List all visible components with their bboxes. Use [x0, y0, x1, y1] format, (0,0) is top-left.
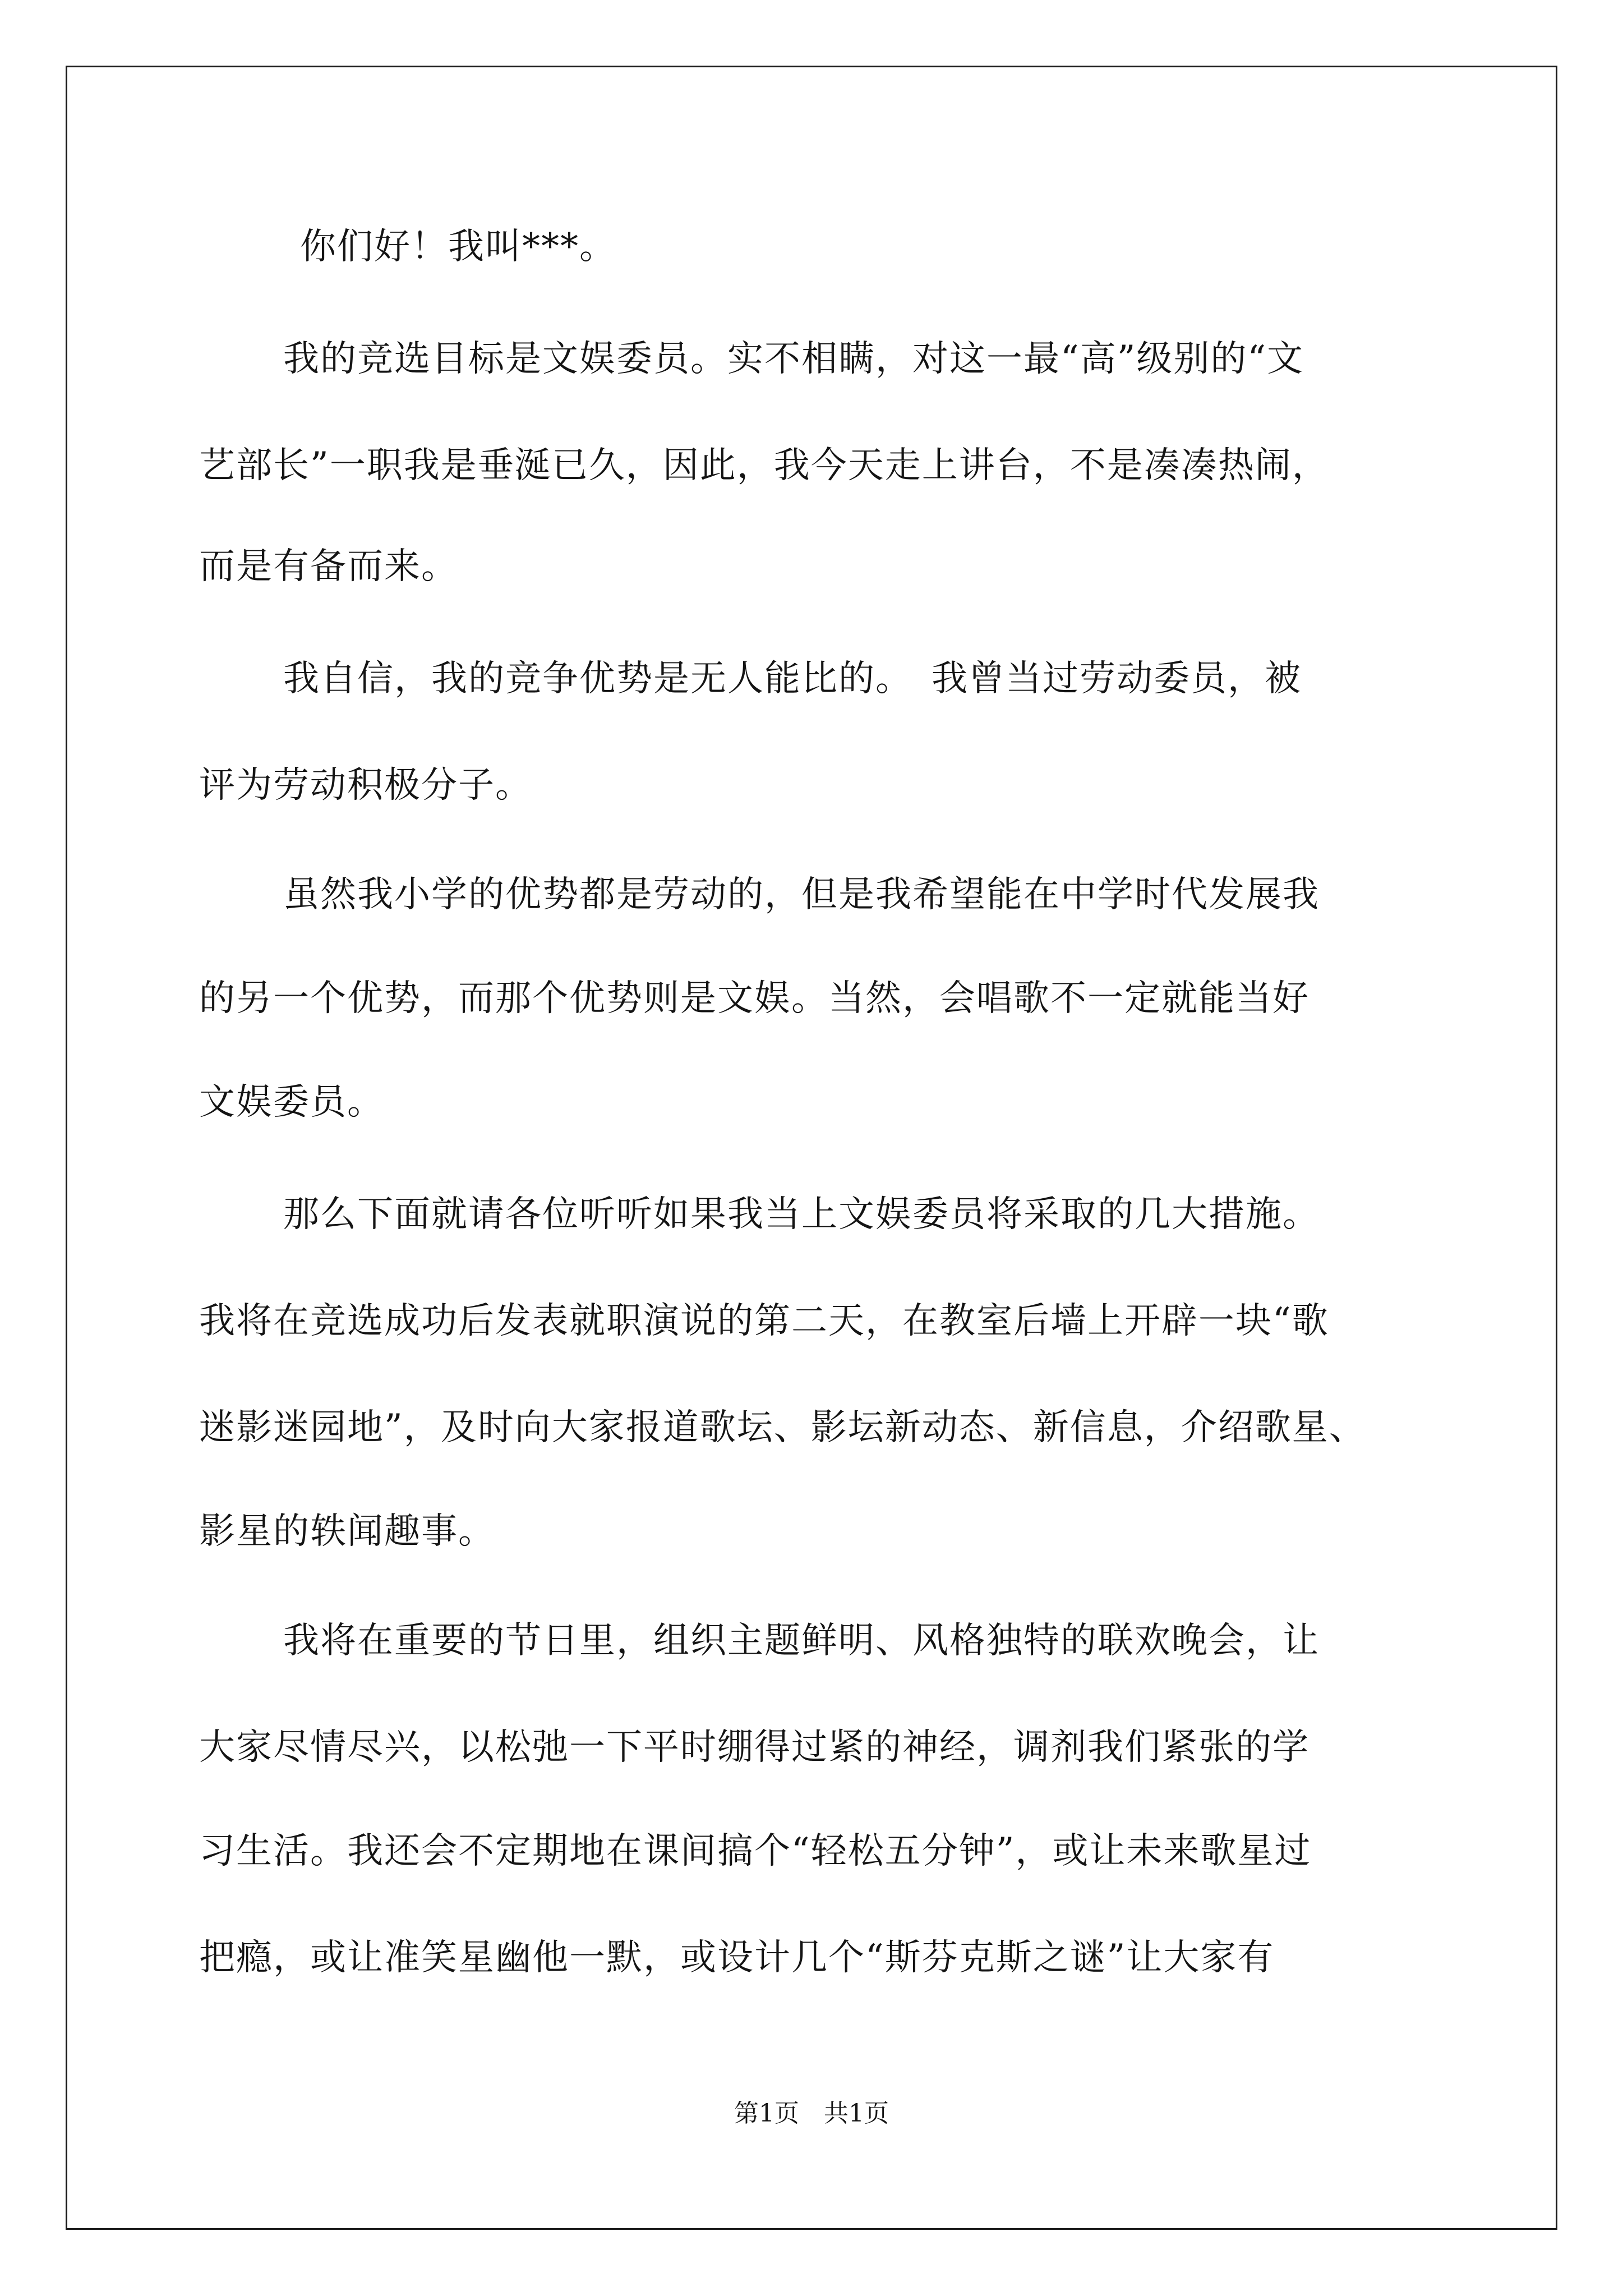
paragraph-line: 迷影迷园地”，及时向大家报道歌坛、影坛新动态、新信息，介绍歌星、 — [199, 1407, 1366, 1448]
page-number-footer: 第1页 共1页 — [734, 2099, 889, 2128]
paragraph-line: 评为劳动积极分子。 — [199, 765, 532, 806]
paragraph-line: 我将在重要的节日里，组织主题鲜明、风格独特的联欢晚会，让 — [283, 1620, 1320, 1662]
paragraph-line: 虽然我小学的优势都是劳动的，但是我希望能在中学时代发展我 — [283, 874, 1320, 915]
paragraph-line: 艺部长”一职我是垂涎已久，因此，我今天走上讲台，不是凑凑热闹， — [199, 445, 1329, 486]
paragraph-line: 的另一个优势，而那个优势则是文娱。当然，会唱歌不一定就能当好 — [199, 978, 1310, 1019]
paragraph-line: 把瘾，或让准笑星幽他一默，或设计几个“斯芬克斯之谜”让大家有 — [199, 1937, 1275, 1978]
paragraph-line: 我的竞选目标是文娱委员。实不相瞒，对这一最“高”级别的“文 — [283, 338, 1304, 380]
paragraph-line: 文娱委员。 — [199, 1082, 384, 1123]
paragraph-line: 大家尽情尽兴，以松弛一下平时绷得过紧的神经，调剂我们紧张的学 — [199, 1727, 1310, 1768]
page-border — [66, 66, 1557, 2230]
paragraph-line: 我自信，我的竞争优势是无人能比的。 我曾当过劳动委员，被 — [283, 658, 1302, 700]
greeting-line: 你们好！我叫***。 — [300, 226, 616, 268]
paragraph-line: 影星的轶闻趣事。 — [199, 1511, 495, 1552]
paragraph-line: 那么下面就请各位听听如果我当上文娱委员将采取的几大措施。 — [283, 1194, 1320, 1235]
paragraph-line: 我将在竞选成功后发表就职演说的第二天，在教室后墙上开辟一块“歌 — [199, 1300, 1329, 1342]
paragraph-line: 习生活。我还会不定期地在课间搞个“轻松五分钟”，或让未来歌星过 — [199, 1830, 1312, 1872]
paragraph-line: 而是有备而来。 — [199, 546, 458, 587]
